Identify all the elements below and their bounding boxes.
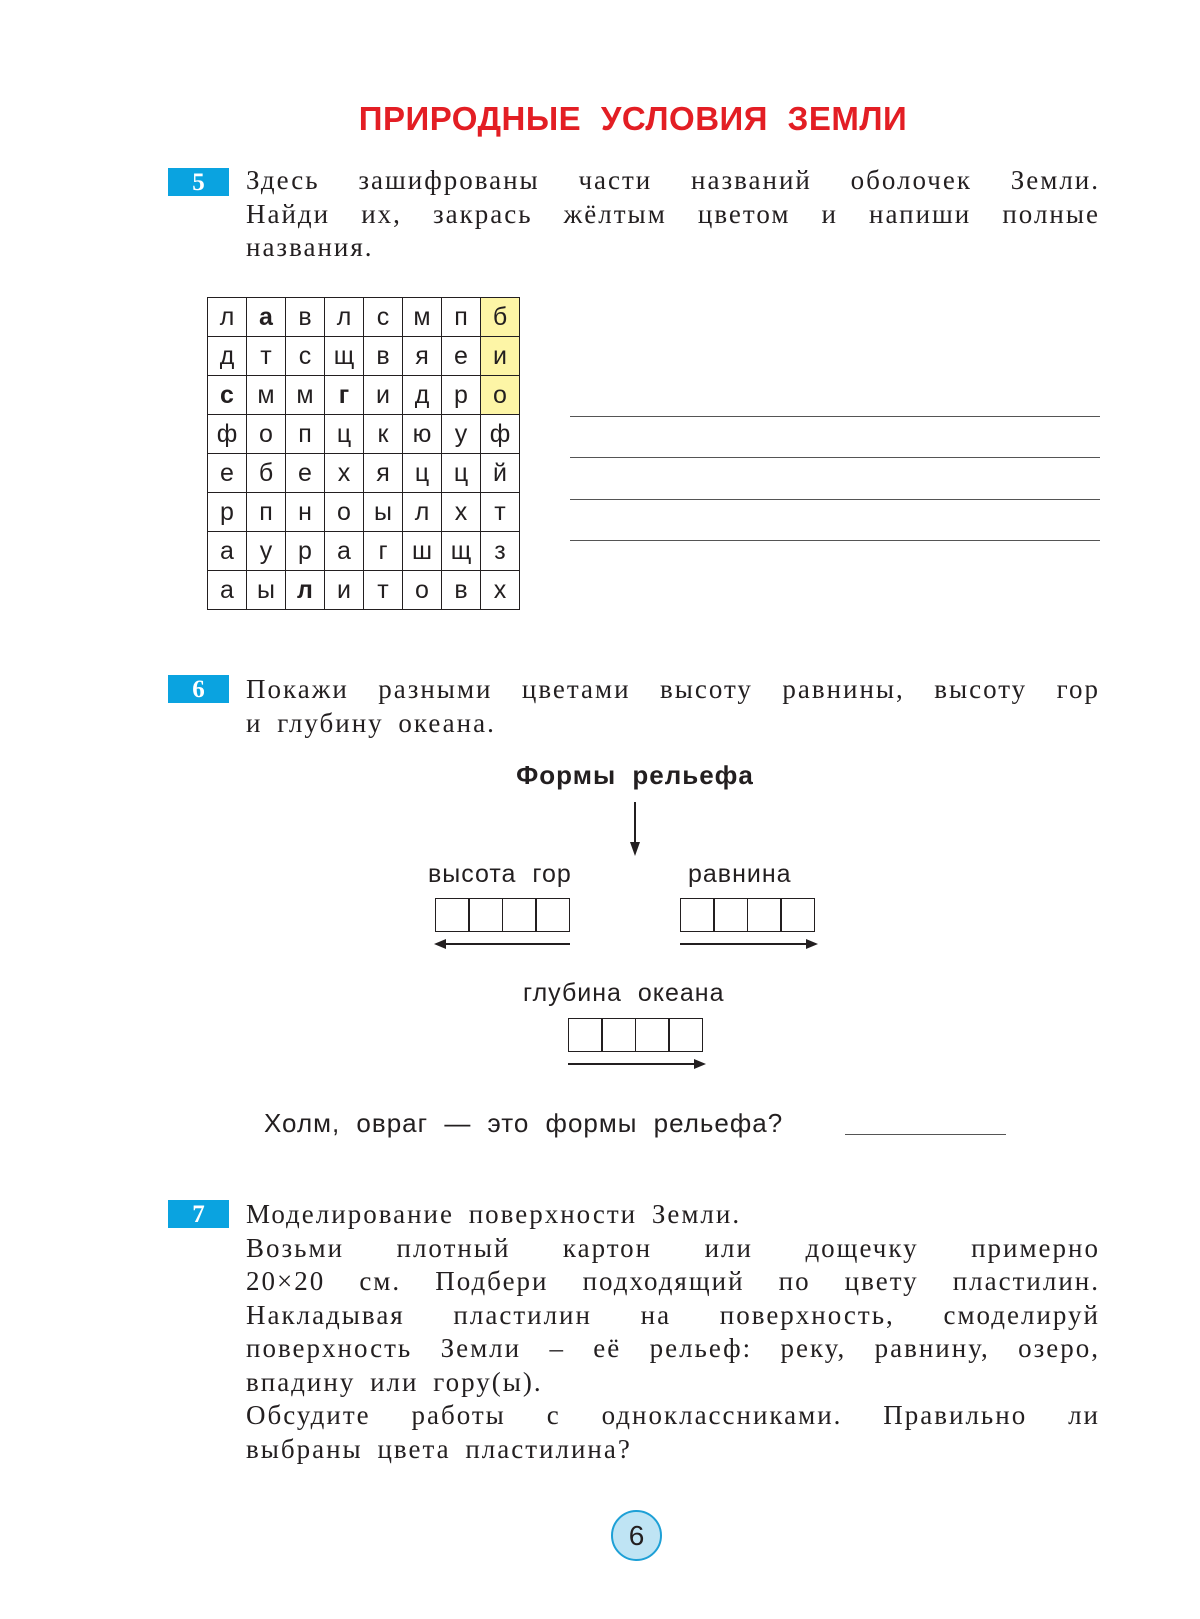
answer-line[interactable] xyxy=(570,499,1100,500)
label-mountains: высота гор xyxy=(428,860,572,888)
task7-line: Моделирование поверхности Земли. xyxy=(246,1199,742,1229)
grid-cell[interactable]: х xyxy=(481,571,520,610)
grid-cell[interactable]: п xyxy=(442,298,481,337)
label-plain: равнина xyxy=(688,860,792,888)
grid-row xyxy=(208,571,520,610)
grid-row xyxy=(208,532,520,571)
task7-line: Возьми плотный картон или дощечку примерно xyxy=(246,1232,1100,1263)
task5-line: Здесь зашифрованы части названий оболочек Земли. xyxy=(246,165,1100,195)
grid-cell[interactable]: ф xyxy=(208,415,247,454)
grid-cell[interactable]: ю xyxy=(403,415,442,454)
grid-cell[interactable]: ц xyxy=(325,415,364,454)
grid-cell[interactable]: л xyxy=(325,298,364,337)
grid-cell[interactable]: л xyxy=(403,493,442,532)
page-title: ПРИРОДНЫЕ УСЛОВИЯ ЗЕМЛИ xyxy=(358,100,908,137)
task7-line: впадину или гору(ы). xyxy=(246,1366,543,1397)
grid-cell[interactable]: и xyxy=(325,571,364,610)
right-arrow-icon xyxy=(678,936,820,952)
grid-cell[interactable]: й xyxy=(481,454,520,493)
plain-color-boxes[interactable] xyxy=(681,898,815,932)
grid-cell[interactable]: у xyxy=(442,415,481,454)
task7-line: Накладывая пластилин на поверхность, смоделируй xyxy=(246,1299,1100,1330)
grid-cell[interactable]: я xyxy=(364,454,403,493)
grid-cell[interactable]: о xyxy=(403,571,442,610)
grid-cell[interactable]: м xyxy=(403,298,442,337)
task-number-5: 5 xyxy=(168,168,229,196)
grid-cell[interactable]: л xyxy=(208,298,247,337)
grid-cell[interactable]: г xyxy=(364,532,403,571)
page-number: 6 xyxy=(611,1510,662,1561)
grid-cell[interactable]: в xyxy=(364,337,403,376)
grid-cell[interactable]: р xyxy=(442,376,481,415)
grid-cell[interactable]: а xyxy=(208,571,247,610)
grid-row xyxy=(208,454,520,493)
grid-cell[interactable]: в xyxy=(442,571,481,610)
grid-cell[interactable]: а xyxy=(208,532,247,571)
task6-line: и глубину океана. xyxy=(246,707,496,738)
grid-cell[interactable]: с xyxy=(364,298,403,337)
grid-cell[interactable]: е xyxy=(286,454,325,493)
answer-line[interactable] xyxy=(570,457,1100,458)
grid-cell[interactable]: ш xyxy=(403,532,442,571)
diagram-title: Формы рельефа xyxy=(516,760,754,790)
task6-line: Покажи разными цветами высоту равнины, высоту гор xyxy=(246,674,1100,704)
answer-line[interactable] xyxy=(570,540,1100,541)
grid-cell[interactable]: т xyxy=(364,571,403,610)
grid-cell[interactable]: ы xyxy=(364,493,403,532)
grid-cell[interactable]: п xyxy=(247,493,286,532)
grid-cell[interactable]: о xyxy=(247,415,286,454)
label-ocean: глубина океана xyxy=(523,979,725,1007)
task-number-6: 6 xyxy=(168,675,229,703)
grid-cell[interactable]: а xyxy=(247,298,286,337)
task5-line: Найди их, закрась жёлтым цветом и напиши полные xyxy=(246,198,1100,229)
grid-cell[interactable]: ф xyxy=(481,415,520,454)
grid-cell[interactable]: б xyxy=(481,298,520,337)
grid-cell[interactable]: л xyxy=(286,571,325,610)
grid-cell[interactable]: з xyxy=(481,532,520,571)
task7-line: поверхность Земли – её рельеф: реку, равнину, озеро, xyxy=(246,1333,1100,1363)
grid-cell[interactable]: к xyxy=(364,415,403,454)
answer-line[interactable] xyxy=(570,416,1100,417)
ocean-color-boxes[interactable] xyxy=(569,1018,703,1052)
left-arrow-icon xyxy=(432,936,574,952)
grid-row xyxy=(208,376,520,415)
task6-text xyxy=(246,673,1100,740)
task5-line: названия. xyxy=(246,232,374,262)
grid-cell[interactable]: щ xyxy=(325,337,364,376)
question-answer-line[interactable] xyxy=(845,1134,1006,1135)
grid-cell[interactable]: с xyxy=(208,376,247,415)
mountains-color-boxes[interactable] xyxy=(436,898,570,932)
task-number-7: 7 xyxy=(168,1200,229,1228)
grid-row xyxy=(208,337,520,376)
grid-cell[interactable]: р xyxy=(208,493,247,532)
grid-cell[interactable]: г xyxy=(325,376,364,415)
grid-cell[interactable]: д xyxy=(208,337,247,376)
grid-cell[interactable]: с xyxy=(286,337,325,376)
down-arrow-icon xyxy=(625,800,645,858)
grid-cell[interactable]: р xyxy=(286,532,325,571)
grid-cell[interactable]: и xyxy=(364,376,403,415)
grid-row xyxy=(208,493,520,532)
relief-question: Холм, овраг — это формы рельефа? xyxy=(264,1108,784,1138)
grid-cell[interactable]: о xyxy=(325,493,364,532)
grid-cell[interactable]: н xyxy=(286,493,325,532)
grid-cell[interactable]: и xyxy=(481,337,520,376)
grid-cell[interactable]: е xyxy=(442,337,481,376)
grid-cell[interactable]: ц xyxy=(442,454,481,493)
grid-cell[interactable]: д xyxy=(403,376,442,415)
task7-line: 20×20 см. Подбери подходящий по цвету пластилин. xyxy=(246,1266,1100,1296)
task7-line: выбраны цвета пластилина? xyxy=(246,1433,632,1464)
grid-cell[interactable]: б xyxy=(247,454,286,493)
grid-cell[interactable]: т xyxy=(481,493,520,532)
letter-grid[interactable] xyxy=(207,297,520,610)
grid-cell[interactable]: х xyxy=(442,493,481,532)
grid-cell[interactable]: е xyxy=(208,454,247,493)
grid-cell[interactable]: м xyxy=(286,376,325,415)
grid-cell[interactable]: в xyxy=(286,298,325,337)
grid-cell[interactable]: а xyxy=(325,532,364,571)
grid-cell[interactable]: я xyxy=(403,337,442,376)
grid-cell[interactable]: х xyxy=(325,454,364,493)
grid-cell[interactable]: м xyxy=(247,376,286,415)
grid-row xyxy=(208,415,520,454)
grid-cell[interactable]: щ xyxy=(442,532,481,571)
task7-line: Обсудите работы с одноклассниками. Правильно ли xyxy=(246,1400,1100,1430)
grid-cell[interactable]: п xyxy=(286,415,325,454)
grid-cell[interactable]: у xyxy=(247,532,286,571)
right-arrow-icon xyxy=(566,1056,708,1072)
grid-cell[interactable]: ы xyxy=(247,571,286,610)
task7-text xyxy=(246,1198,1100,1466)
grid-cell[interactable]: ц xyxy=(403,454,442,493)
grid-cell[interactable]: о xyxy=(481,376,520,415)
task5-text xyxy=(246,164,1100,265)
grid-row xyxy=(208,298,520,337)
grid-cell[interactable]: т xyxy=(247,337,286,376)
